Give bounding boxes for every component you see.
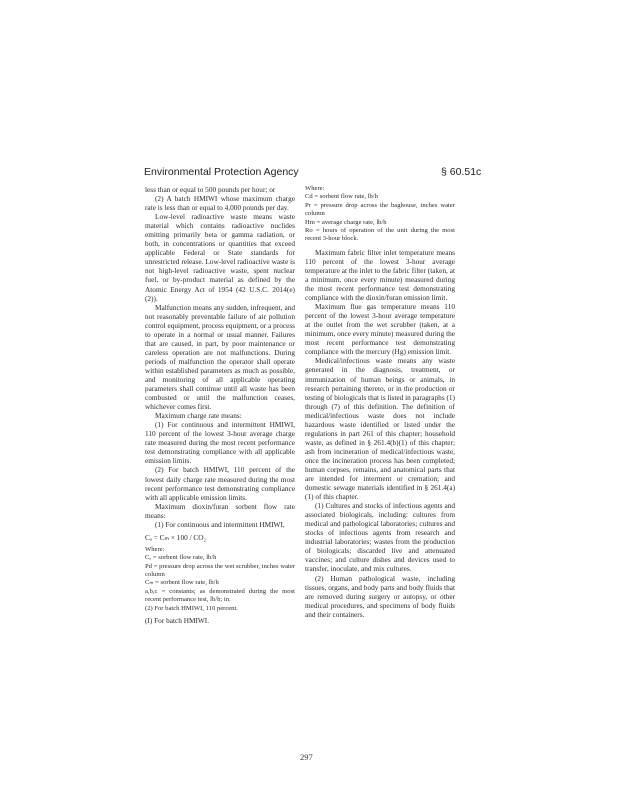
paragraph: (1) For continuous and intermittent HMIWI, [155, 519, 285, 529]
paragraph: (I) For batch HMIWI. [145, 616, 210, 626]
paragraph: (1) For continuous and intermittent HMIWI, 110 percent of the lowest 3-hour average charge rate measured during the most recent performance test demonstrating compliance with all applicable emission limits. [145, 420, 295, 466]
where-line: (2) For batch HMIWI, 110 percent. [145, 604, 238, 612]
where-line: a,b,c = constants; as demonstrated during the most recent performance test, lb/h; in. [145, 587, 295, 604]
where-line: Pr = pressure drop across the baghouse, inches water column [305, 201, 455, 218]
running-header-agency: Environmental Protection Agency [144, 166, 299, 178]
page-number: 297 [300, 752, 313, 762]
paragraph: (2) For batch HMIWI, 110 percent of the lowest daily charge rate measured during the most recent performance test demonstrating compliance with all applicable emission limits. [145, 465, 295, 502]
paragraph: less than or equal to 500 pounds per hour; or [145, 185, 276, 194]
paragraph: Maximum dioxin/furan sorbent flow rate means: [145, 501, 295, 520]
right-column [305, 185, 455, 619]
paragraph: Medical/infectious waste means any waste generated in the diagnosis, treatment, or immunization of human beings or animals, in research pertaining thereto, or in the production or testing of biologicals that is listed in paragraphs (1) through (7) of this definition. The definition of medical/infectious waste does not include hazardous waste identified or listed under the regulations in part 261 of this chapter; household waste, as defined in § 261.4(b)(1) of this chapter; ash from incineration of medical/infectious waste, once the incineration process has been completed; human corpses, remains, and anatomical parts that are intended for interment or cremation; and domestic sewage materials identified in § 261.4(a)(1) of this chapter. [305, 356, 455, 502]
paragraph: (2) Human pathological waste, including tissues, organs, and body parts and body fluids that are removed during surgery or autopsy, or other medical procedures, and specimens of body fluids and their containers. [305, 573, 455, 619]
paragraph: Maximum flue gas temperature means 110 percent of the lowest 3-hour average temperature at the outlet from the wet scrubber (taken, at a minimum, once every minute) measured during the most recent performance test demonstrating compliance with the mercury (Hg) emission limit. [305, 302, 455, 357]
paragraph: (2) A batch HMIWI whose maximum charge rate is less than or equal to 4,000 pounds per day. [145, 194, 295, 213]
paragraph: Malfunction means any sudden, infrequent, and not reasonably preventable failure of air pollution control equipment, process equipment, or a process to operate in a normal or usual manner. Failures that are caused, in part, by poor maintenance or careless operation are not malfunctions. During periods of malfunction the operator shall operate within established parameters as much as possible, and monitoring of all applicable operating parameters shall continue until all waste has been combusted or until the malfunction ceases, whichever comes first. [145, 302, 295, 412]
where-line: Cₘ = sorbent flow rate, lb/h [145, 579, 219, 587]
left-column [145, 185, 295, 625]
running-header-section: § 60.51c [441, 166, 482, 178]
paragraph: Low-level radioactive waste means waste material which contains radioactive nuclides emitting primarily beta or gamma radiation, or both, in concentrations or quantities that exceed applicable Federal or State standards for unrestricted release. Low-level radioactive waste is not high-level radioactive waste, spent nuclear fuel, or by-product material as defined by the Atomic Energy Act of 1954 (42 U.S.C. 2014(e)(2)). [145, 212, 295, 303]
where-line: Cd = sorbent flow rate, lb/h [305, 193, 378, 201]
paragraph: Maximum charge rate means: [155, 411, 242, 421]
paragraph: (1) Cultures and stocks of infectious agents and associated biologicals, including: cultures from medical and pathological laboratories; cultures and stocks of infectious agents from research and industrial laboratories; wastes from the production of biologicals; discarded live and attenuated vaccines; and culture dishes and devices used to transfer, inoculate, and mix cultures. [305, 501, 455, 574]
where-line: Hm = average charge rate, lb/h [305, 218, 387, 226]
where-line: Cₐ = sorbent flow rate, lb/h [145, 554, 217, 562]
where-line: Ro = hours of operation of the unit during the most recent 3-hour block. [305, 227, 455, 243]
equation: Cₐ = Cₘ × 100 / CO₂ [145, 532, 207, 542]
paragraph: Maximum fabric filter inlet temperature means 110 percent of the lowest 3-hour average temperature at the inlet to the fabric filter (taken, at a minimum, once every minute) measured during the most recent performance test demonstrating compliance with the dioxin/furan emission limit. [305, 247, 455, 303]
where-line: Where: [145, 545, 165, 553]
where-line: Pd = pressure drop across the wet scrubber, inches water column [145, 562, 295, 579]
where-line: Where: [305, 185, 325, 192]
